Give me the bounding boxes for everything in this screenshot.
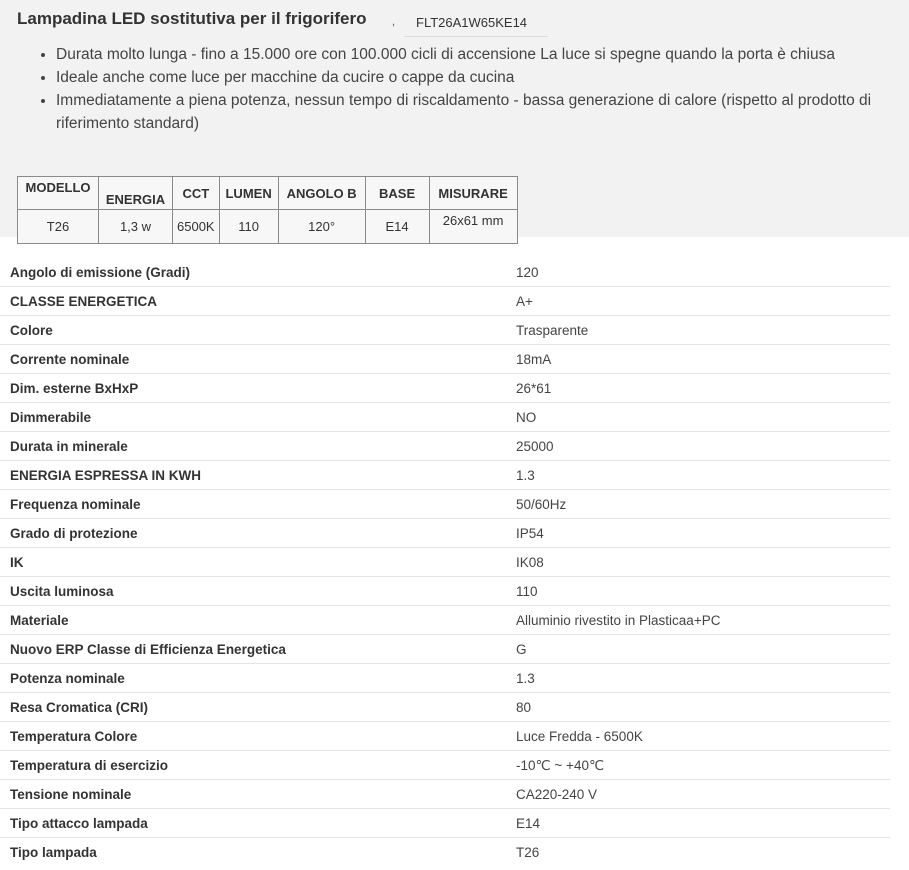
attribute-label: IK — [10, 555, 24, 570]
attribute-row — [0, 722, 890, 751]
spec-cell-base: E14 — [365, 210, 429, 244]
attribute-label: Uscita luminosa — [10, 584, 114, 599]
attribute-label: Nuovo ERP Classe di Efficienza Energetica — [10, 642, 286, 657]
attribute-value: T26 — [516, 845, 540, 860]
attribute-row — [0, 345, 890, 374]
attribute-value: 18mA — [516, 352, 552, 367]
attribute-row — [0, 751, 890, 780]
attribute-label: Corrente nominale — [10, 352, 130, 367]
attribute-row — [0, 809, 890, 838]
attribute-label: Frequenza nominale — [10, 497, 141, 512]
attribute-value: IK08 — [516, 555, 544, 570]
attribute-value: Alluminio rivestito in Plasticaa+PC — [516, 613, 721, 628]
attribute-value: 80 — [516, 700, 532, 715]
attribute-value: IP54 — [516, 526, 544, 541]
attribute-row — [0, 519, 890, 548]
spec-cell-angolo: 120° — [278, 210, 365, 244]
attribute-row — [0, 287, 890, 316]
attribute-list — [0, 258, 890, 866]
spec-table-header-row — [18, 177, 518, 210]
spec-header-energia: ENERGIA — [99, 177, 173, 210]
spec-header-angolo: ANGOLO B — [278, 177, 365, 210]
attribute-label: ENERGIA ESPRESSA IN KWH — [10, 468, 202, 483]
attribute-row — [0, 635, 890, 664]
attribute-label: Temperatura Colore — [10, 729, 138, 744]
attribute-value: G — [516, 642, 527, 657]
attribute-label: Dimmerabile — [10, 410, 92, 425]
feature-item: • Ideale anche come luce per macchine da cucire o cappe da cucina — [56, 66, 909, 89]
product-title: Lampadina LED sostitutiva per il frigorifero — [17, 9, 367, 28]
attribute-value: CA220-240 V — [516, 787, 598, 802]
attribute-value: E14 — [516, 816, 541, 831]
attribute-row — [0, 838, 890, 866]
attribute-row — [0, 780, 890, 809]
spec-cell-cct: 6500K — [173, 210, 220, 244]
attribute-row — [0, 606, 890, 635]
product-summary-panel — [0, 0, 909, 237]
spec-cell-misurare: 26x61 mm — [429, 210, 517, 244]
title-separator: , — [392, 16, 396, 28]
attribute-value: 26*61 — [516, 381, 552, 396]
attribute-row — [0, 548, 890, 577]
attribute-label: Tensione nominale — [10, 787, 132, 802]
attribute-value: 1.3 — [516, 468, 535, 483]
attribute-value: 120 — [516, 265, 539, 280]
attribute-row — [0, 461, 890, 490]
attribute-row — [0, 577, 890, 606]
attribute-label: Angolo di emissione (Gradi) — [10, 265, 191, 280]
attribute-label: Durata in minerale — [10, 439, 128, 454]
attribute-value: -10℃ ~ +40℃ — [516, 758, 605, 773]
attribute-row — [0, 664, 890, 693]
attribute-label: Colore — [10, 323, 53, 338]
attribute-label: CLASSE ENERGETICA — [10, 294, 158, 309]
feature-item: • Immediatamente a piena potenza, nessun tempo di riscaldamento - bassa generazione di calore (rispetto al prodotto di riferimento standard) — [56, 89, 909, 135]
spec-header-lumen: LUMEN — [219, 177, 278, 210]
attribute-label: Resa Cromatica (CRI) — [10, 700, 149, 715]
spec-cell-modello: T26 — [18, 210, 99, 244]
attribute-label: Tipo lampada — [10, 845, 97, 860]
attribute-row — [0, 374, 890, 403]
attribute-row — [0, 693, 890, 722]
attribute-row — [0, 258, 890, 287]
attribute-value: 25000 — [516, 439, 554, 454]
attribute-label: Temperatura di esercizio — [10, 758, 169, 773]
attribute-value: 110 — [516, 584, 538, 599]
attribute-value: NO — [516, 410, 537, 425]
product-code: FLT26A1W65KE14 — [404, 9, 548, 37]
attribute-row — [0, 403, 890, 432]
spec-header-modello: MODELLO — [18, 177, 99, 210]
spec-table — [17, 176, 518, 244]
attribute-value: A+ — [516, 294, 533, 309]
attribute-row — [0, 316, 890, 345]
feature-list — [34, 43, 909, 135]
attribute-value: 50/60Hz — [516, 497, 567, 512]
spec-cell-lumen: 110 — [219, 210, 278, 244]
spec-header-misurare: MISURARE — [429, 177, 517, 210]
attribute-row — [0, 490, 890, 519]
attribute-label: Potenza nominale — [10, 671, 125, 686]
attribute-label: Dim. esterne BxHxP — [10, 381, 139, 396]
spec-table-row — [18, 210, 518, 244]
attribute-value: Luce Fredda - 6500K — [516, 729, 643, 744]
spec-cell-energia: 1,3 w — [99, 210, 173, 244]
attribute-label: Tipo attacco lampada — [10, 816, 148, 831]
attribute-value: 1.3 — [516, 671, 535, 686]
feature-item: • Durata molto lunga - fino a 15.000 ore con 100.000 cicli di accensione La luce si spegne quando la porta è chiusa — [56, 43, 909, 66]
spec-header-base: BASE — [365, 177, 429, 210]
spec-header-cct: CCT — [173, 177, 220, 210]
attribute-label: Materiale — [10, 613, 69, 628]
attribute-label: Grado di protezione — [10, 526, 138, 541]
attribute-row — [0, 432, 890, 461]
attribute-value: Trasparente — [516, 323, 589, 338]
